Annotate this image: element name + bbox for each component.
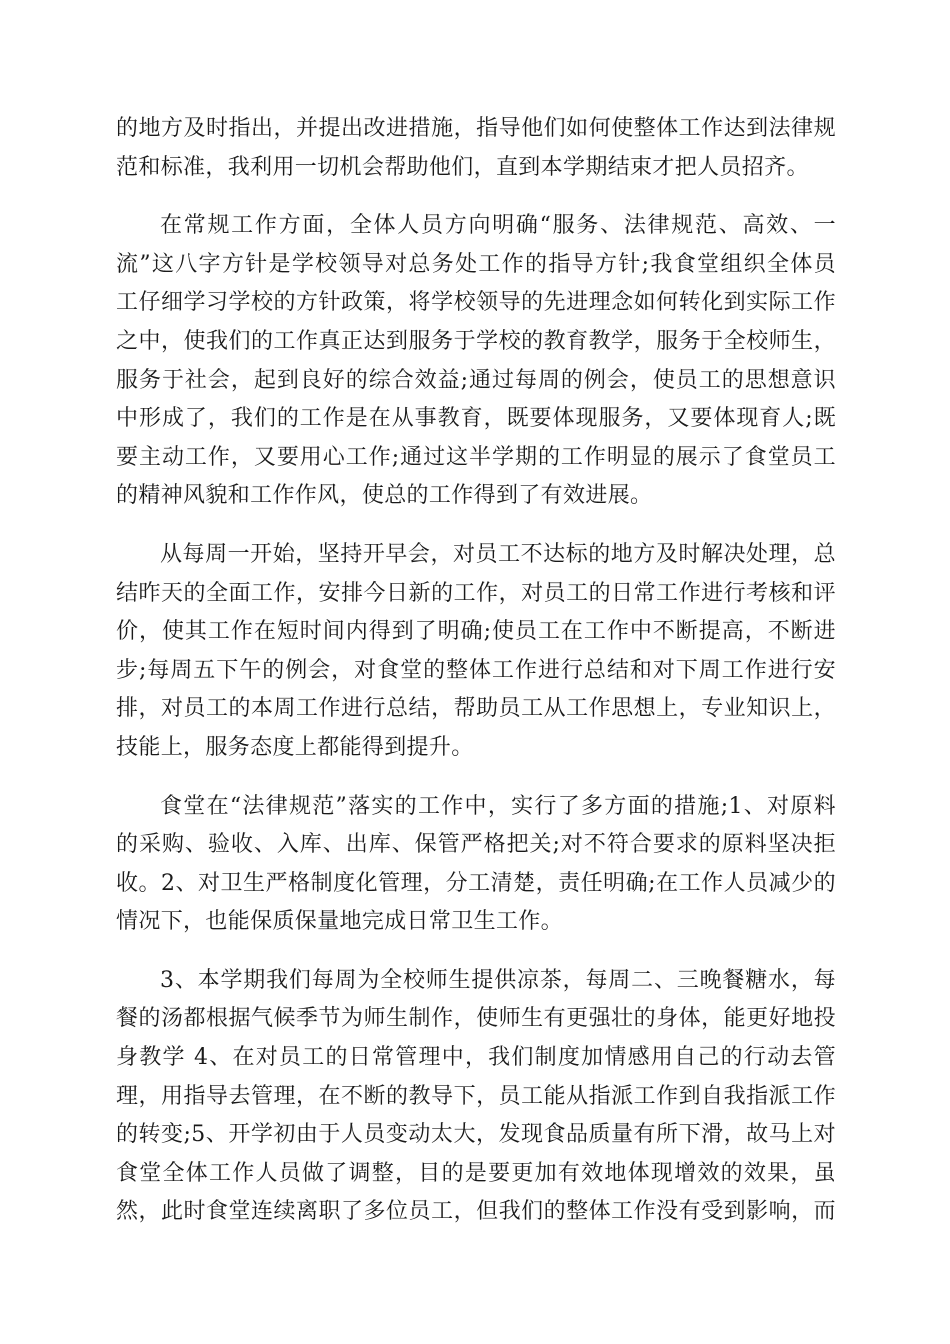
text-line: 排，对员工的本周工作进行总结，帮助员工从工作思想上，专业知识上， (116, 696, 836, 722)
text-line: 服务于社会，起到良好的综合效益;通过每周的例会，使员工的思想意识 (116, 367, 836, 393)
text-line: 工仔细学习学校的方针政策，将学校领导的先进理念如何转化到实际工作 (116, 290, 836, 316)
text-line: 价，使其工作在短时间内得到了明确;使员工在工作中不断提高，不断进 (116, 619, 836, 645)
text-line: 技能上，服务态度上都能得到提升。 (116, 734, 474, 760)
paragraph-2 (116, 207, 836, 516)
paragraph-3 (116, 536, 836, 768)
text-line: 食堂全体工作人员做了调整，目的是要更加有效地体现增效的效果，虽 (116, 1160, 836, 1186)
paragraph-5 (116, 962, 836, 1232)
text-line: 食堂在“法律规范”落实的工作中，实行了多方面的措施;1、对原料 (160, 793, 836, 819)
text-line: 的精神风貌和工作作风，使总的工作得到了有效进展。 (116, 483, 653, 509)
text-line: 中形成了，我们的工作是在从事教育，既要体现服务，又要体现育人;既 (116, 406, 836, 432)
text-line: 之中，使我们的工作真正达到服务于学校的教育教学，服务于全校师生， (116, 328, 836, 354)
text-line: 餐的汤都根据气候季节为师生制作，使师生有更强壮的身体，能更好地投 (116, 1006, 836, 1032)
text-line: 在常规工作方面，全体人员方向明确“服务、法律规范、高效、一 (160, 213, 836, 239)
text-line: 从每周一开始，坚持开早会，对员工不达标的地方及时解决处理，总 (160, 541, 836, 567)
document-body (116, 110, 836, 1232)
text-line: 的转变;5、开学初由于人员变动太大，发现食品质量有所下滑，故马上对 (116, 1122, 836, 1148)
text-line: 的采购、验收、入库、出库、保管严格把关;对不符合要求的原料坚决拒 (116, 832, 836, 858)
paragraph-1 (116, 110, 836, 187)
text-line: 流”这八字方针是学校领导对总务处工作的指导方针;我食堂组织全体员 (116, 251, 836, 277)
text-line: 的地方及时指出，并提出改进措施，指导他们如何使整体工作达到法律规 (116, 116, 836, 141)
text-line: 要主动工作，又要用心工作;通过这半学期的工作明显的展示了食堂员工 (116, 444, 836, 470)
paragraph-4 (116, 788, 836, 942)
text-line: 情况下，也能保质保量地完成日常卫生工作。 (116, 909, 564, 935)
text-line: 理，用指导去管理，在不断的教导下，员工能从指派工作到自我指派工作 (116, 1083, 836, 1109)
text-line: 3、本学期我们每周为全校师生提供凉茶，每周二、三晚餐糖水，每 (160, 967, 836, 993)
text-line: 身教学 4、在对员工的日常管理中，我们制度加情感用自己的行动去管 (116, 1045, 836, 1071)
text-line: 步;每周五下午的例会，对食堂的整体工作进行总结和对下周工作进行安 (116, 657, 836, 683)
text-line: 然，此时食堂连续离职了多位员工，但我们的整体工作没有受到影响，而 (116, 1199, 836, 1225)
text-line: 结昨天的全面工作，安排今日新的工作，对员工的日常工作进行考核和评 (116, 580, 836, 606)
text-line: 范和标准，我利用一切机会帮助他们，直到本学期结束才把人员招齐。 (116, 154, 809, 180)
text-line: 收。2、对卫生严格制度化管理，分工清楚，责任明确;在工作人员减少的 (116, 870, 836, 896)
